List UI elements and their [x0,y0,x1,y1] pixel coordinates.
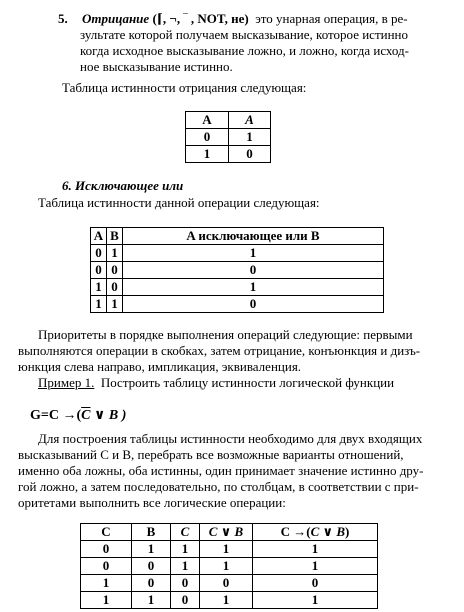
table-cell: 0 [171,592,200,609]
example-text: Построить таблицу истинности логической функции [100,375,395,390]
table-cell: 1 [81,592,132,609]
table-cell: 0 [81,541,132,558]
table-cell: 1 [107,245,123,262]
header-not-c-2: $\overline{C}$ [310,524,320,539]
section-5-line4: ное высказывание истинно. [80,59,233,74]
header-cell: $\overline{C}$ ∨ B [200,524,253,541]
table-cell: 1 [186,146,229,163]
table-cell: 0 [107,279,123,296]
priority-line3: юнкция слева направо, импликация, эквиваленция. [18,359,302,374]
para-line1: Для построения таблицы истинности необходимо для двух входящих [38,431,423,446]
header-cell: B [132,524,171,541]
table-cell: 1 [200,558,253,575]
section-5-heading [82,11,408,27]
table-cell: 1 [91,279,107,296]
table-cell: 0 [123,296,384,313]
table-cell: 1 [200,541,253,558]
table-cell: 0 [171,575,200,592]
table-cell: 0 [200,575,253,592]
table-cell: 0 [81,558,132,575]
table-cell: 0 [132,558,171,575]
table-cell: 1 [253,592,378,609]
section-6-title: Исключающее или [75,178,184,193]
section-5-line2: зультате которой получаем высказывание, которое истинно [80,27,408,42]
table-cell: 1 [123,279,384,296]
section-5-line1: это унарная операция, в ре- [255,11,408,26]
header-cell: $C \to(\overline{C}$ ∨ B) [253,524,378,541]
section-6-number: 6. [62,178,72,193]
table-cell: 0 [132,575,171,592]
negation-symbols: (⌈, ¬, ‾ , NOT, не) [152,11,249,26]
table-cell: 1 [107,296,123,313]
formula-lhs: G=C →( [30,408,82,423]
table-cell: 1 [253,541,378,558]
section-5-title: Отрицание [82,11,150,26]
table-cell: 1 [171,541,200,558]
table-cell: 1 [91,296,107,313]
section-6-heading [62,178,183,194]
header-cell: A [186,112,229,129]
formula-rest: ∨ B ) [90,408,127,423]
negation-table-caption: Таблица истинности отрицания следующая: [62,80,307,95]
table-cell: 0 [123,262,384,279]
para-line5: оритетами выполнить все логические операции: [18,495,286,510]
table-cell: 0 [186,129,229,146]
table-cell: 0 [107,262,123,279]
xor-truth-table [90,227,384,313]
table-cell: 0 [91,262,107,279]
function-truth-table [80,523,378,609]
table-cell: 1 [253,558,378,575]
table-cell: 0 [229,146,271,163]
header-cell: C [81,524,132,541]
header-cell: A [91,228,107,245]
header-cell: $\overline{C}$ [171,524,200,541]
negation-truth-table [185,111,271,163]
table-cell: 1 [171,558,200,575]
table-cell: 1 [81,575,132,592]
section-5-number: 5. [58,11,68,26]
header-not-c: $\overline{C}$ [208,524,218,539]
example-label: Пример 1. [38,375,95,390]
table-cell: 0 [91,245,107,262]
formula-not-c: $\overline{C}$ [81,408,91,423]
header-cell: A исключающее или B [123,228,384,245]
para-line4: гой ложно, а затем последовательно, по столбцам, в соответствии с при- [18,479,419,494]
table-cell: 1 [123,245,384,262]
table-cell: 1 [132,541,171,558]
section-5-line3: когда исходное высказывание ложно, и ложно, когда исход- [80,43,409,58]
formula [30,408,126,424]
header-cell: $\overline{A}$ [229,112,271,129]
table-cell: 1 [229,129,271,146]
para-line2: высказываний C и B, перебрать все возможные варианты отношений, [18,447,404,462]
priority-line1: Приоритеты в порядке выполнения операций следующие: первыми [38,327,413,342]
header-cell: B [107,228,123,245]
para-line3: именно оба ложны, оба истинны, один принимает значение истинно дру- [18,463,424,478]
xor-table-caption: Таблица истинности данной операции следующая: [38,195,320,210]
table-cell: 1 [132,592,171,609]
example-line [38,375,394,391]
table-cell: 0 [253,575,378,592]
table-cell: 1 [200,592,253,609]
priority-line2: выполняются операции в скобках, затем отрицание, конъюнкция и дизъ- [18,343,421,358]
